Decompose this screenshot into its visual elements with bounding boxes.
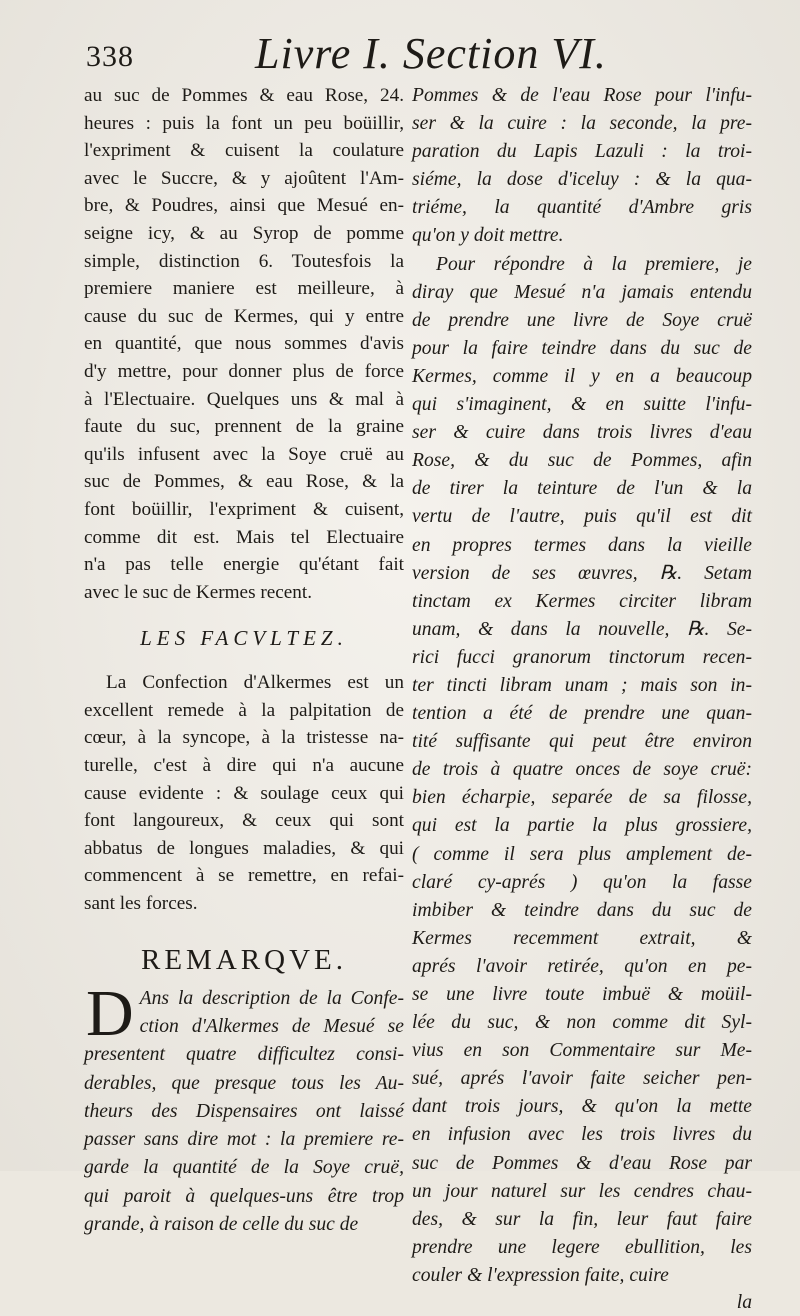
left-column bbox=[84, 82, 404, 1239]
text-line: paration du Lapis Lazuli : la troi- bbox=[412, 141, 752, 163]
paragraph-preparation bbox=[84, 82, 404, 606]
text-line: avec le Succre, & y ajoûtent l'Am- bbox=[84, 167, 404, 189]
text-line: en propres termes dans la vieille bbox=[412, 534, 752, 556]
text-line: passer sans dire mot : la premiere re- bbox=[84, 1129, 404, 1151]
text-line: font langoureux, & ceux qui sont bbox=[84, 810, 404, 832]
text-line: ction d'Alkermes de Mesué se bbox=[139, 1015, 404, 1037]
text-line: Kermes, comme il y en a beaucoup bbox=[412, 365, 752, 387]
right-column bbox=[412, 82, 752, 1316]
text-line: tinctam ex Kermes circiter libram bbox=[412, 590, 752, 612]
text-line: qu'ils infusent avec la Soye cruë au bbox=[84, 443, 404, 465]
text-line: bien écharpie, separée de sa filosse, bbox=[412, 787, 752, 809]
text-line: Pour répondre à la premiere, je bbox=[436, 253, 752, 275]
text-line: un jour naturel sur les cendres chau- bbox=[412, 1180, 752, 1202]
page-number: 338 bbox=[86, 40, 134, 73]
text-line: pour la faire teindre dans du suc de bbox=[412, 337, 752, 359]
heading-facultez: LES FACVLTEZ. bbox=[140, 626, 348, 651]
text-line: qui paroit à quelques-uns être trop bbox=[84, 1185, 404, 1207]
page-header bbox=[0, 28, 800, 78]
text-line: prendre une legere ebullition, les bbox=[412, 1236, 752, 1258]
text-line: heures : puis la font un peu boüillir, bbox=[84, 112, 404, 134]
paragraph-answer bbox=[412, 82, 752, 1290]
drop-cap: D bbox=[86, 976, 134, 1050]
text-line: à l'Electuaire. Quelques uns & mal à bbox=[84, 388, 404, 410]
text-line: vius en son Commentaire sur Me- bbox=[412, 1040, 752, 1062]
text-line: lée du suc, & non comme dit Syl- bbox=[412, 1012, 752, 1034]
text-line: version de ses œuvres, ℞. Setam bbox=[412, 562, 752, 584]
text-line: presentent quatre difficultez consi- bbox=[84, 1044, 404, 1066]
text-line: sant les forces. bbox=[84, 893, 198, 915]
text-line: des, & sur la fin, leur faut faire bbox=[412, 1208, 752, 1230]
text-line: de tirer la teinture de l'un & la bbox=[412, 478, 752, 500]
paragraph-facultez bbox=[84, 669, 404, 917]
text-line: tité suffisante qui peut être environ bbox=[412, 731, 752, 753]
text-line: couler & l'expression faite, cuire bbox=[412, 1264, 669, 1286]
text-line: ter tincti libram unam ; mais son in- bbox=[412, 674, 752, 696]
text-line: cœur, à la syncope, à la tristesse na- bbox=[84, 727, 404, 749]
text-line: comme dit est. Mais tel Electuaire bbox=[84, 526, 404, 548]
text-line: ( comme il sera plus amplement de- bbox=[412, 843, 752, 865]
text-line: cause du suc de Kermes, qui y entre bbox=[84, 305, 404, 327]
text-line: en quantité, que nous sommes d'avis bbox=[84, 333, 404, 355]
text-line: suc de Pommes & d'eau Rose par bbox=[412, 1152, 752, 1174]
text-line: ser & la cuire : la seconde, la pre- bbox=[412, 113, 752, 135]
text-line: aprés l'avoir retirée, qu'on en pe- bbox=[412, 955, 752, 977]
text-line: Kermes recemment extrait, & bbox=[412, 927, 752, 949]
text-line: turelle, c'est à dire qui n'a aucune bbox=[84, 755, 404, 777]
text-line: Rose, & du suc de Pommes, afin bbox=[412, 450, 752, 472]
text-line: Pommes & de l'eau Rose pour l'infu- bbox=[412, 85, 752, 106]
text-line: n'a pas telle energie qu'étant fait bbox=[84, 554, 404, 576]
text-line: triéme, la quantité d'Ambre gris bbox=[412, 197, 752, 219]
text-line: au suc de Pommes & eau Rose, 24. bbox=[84, 85, 404, 106]
text-line: derables, que presque tous les Au- bbox=[84, 1072, 404, 1094]
text-line: font boüillir, l'expriment & cuisent, bbox=[84, 498, 404, 520]
text-line: garde la quantité de la Soye cruë, bbox=[84, 1157, 404, 1179]
text-line: avec le suc de Kermes recent. bbox=[84, 581, 312, 603]
text-line: seigne icy, & au Syrop de pomme bbox=[84, 222, 404, 244]
text-line: en infusion avec les trois livres du bbox=[412, 1124, 752, 1146]
text-line: theurs des Dispensaires ont laissé bbox=[84, 1100, 404, 1122]
catchword: la bbox=[736, 1292, 752, 1314]
text-line: qu'on y doit mettre. bbox=[412, 225, 564, 247]
text-line: imbiber & teindre dans du suc de bbox=[412, 899, 752, 921]
text-line: claré cy-aprés ) qu'on la fasse bbox=[412, 871, 752, 893]
text-line: vertu de l'autre, puis qu'il est dit bbox=[412, 506, 752, 528]
text-line: de trois à quatre onces de soye cruë: bbox=[412, 759, 752, 781]
text-line: grande, à raison de celle du suc de bbox=[84, 1214, 359, 1235]
text-line: simple, distinction 6. Toutesfois la bbox=[84, 250, 404, 272]
paragraph-remarque bbox=[84, 976, 404, 1240]
text-line: bre, & Poudres, ainsi que Mesué en- bbox=[84, 195, 404, 217]
text-line: dant trois jours, & qu'on la mette bbox=[412, 1096, 752, 1118]
text-line: commencent à se remettre, en refai- bbox=[84, 865, 404, 887]
heading-remarque: REMARQVE. bbox=[141, 943, 347, 976]
text-line: qui est la partie la plus grossiere, bbox=[412, 815, 752, 837]
text-line: sué, aprés l'avoir faite seicher pen- bbox=[412, 1068, 752, 1090]
text-line: d'y mettre, pour donner plus de force bbox=[84, 360, 404, 382]
text-line: qui s'imaginent, & en suitte l'infu- bbox=[412, 394, 752, 416]
text-line: de prendre une livre de Soye cruë bbox=[412, 309, 752, 331]
text-line: suc de Pommes, & eau Rose, & la bbox=[84, 471, 404, 493]
text-line: faute du suc, prennent de la graine bbox=[84, 416, 404, 438]
text-line: ser & cuire dans trois livres d'eau bbox=[412, 422, 752, 444]
text-line: tention a été de prendre une quan- bbox=[412, 703, 752, 725]
text-line: rici fucci granorum tinctorum recen- bbox=[412, 646, 752, 668]
text-line: cause evidente : & soulage ceux qui bbox=[84, 782, 404, 804]
text-line: Ans la description de la Confe- bbox=[139, 987, 404, 1009]
text-line: siéme, la dose d'iceluy : & la qua- bbox=[412, 169, 752, 191]
text-line: l'expriment & cuisent la coulature bbox=[84, 140, 404, 162]
text-line: excellent remede à la palpitation de bbox=[84, 699, 404, 721]
text-line: abbatus de longues maladies, & qui bbox=[84, 837, 404, 859]
text-line: premiere maniere est meilleure, à bbox=[84, 278, 404, 300]
text-line: diray que Mesué n'a jamais entendu bbox=[412, 281, 752, 303]
text-line: unam, & dans la nouvelle, ℞. Se- bbox=[412, 618, 752, 640]
text-line: La Confection d'Alkermes est un bbox=[106, 672, 404, 694]
text-line: se une livre toute imbuë & moüil- bbox=[412, 984, 752, 1005]
running-head: Livre I. Section VI. bbox=[255, 29, 607, 78]
